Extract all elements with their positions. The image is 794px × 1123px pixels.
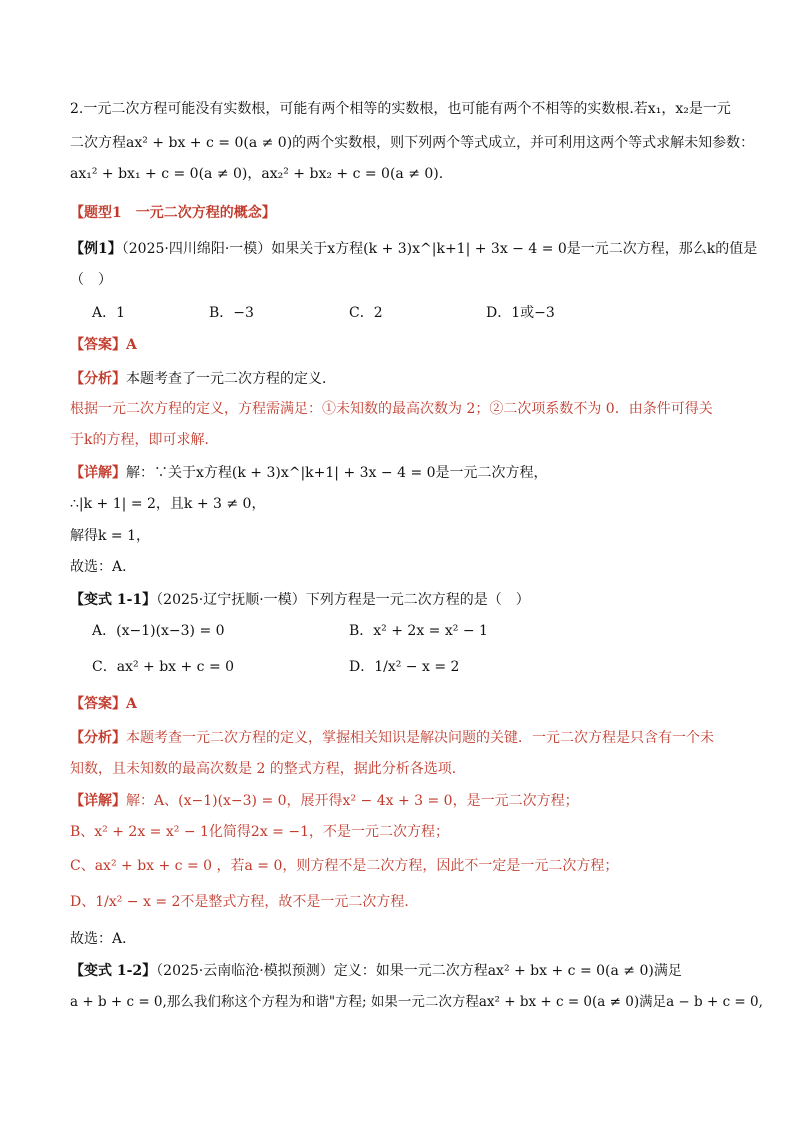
example1-detail-line-4: 故选：A．: [70, 559, 137, 575]
example1-option-c: C．2: [349, 305, 383, 321]
variant1-1-detail-line-2: B、x² + 2x = x² − 1化简得2x = −1，不是一元二次方程；: [70, 824, 449, 840]
variant1-1-option-b: B．x² + 2x = x² − 1: [349, 623, 488, 639]
example1-detail-line-2: ∴|k + 1| = 2，且k + 3 ≠ 0，: [70, 496, 266, 512]
variant1-1-answer: [70, 695, 137, 713]
variant1-1-analysis: [70, 729, 714, 747]
variant1-2-stem: [70, 962, 682, 980]
example1-detail: [70, 464, 548, 482]
example1-analysis-line-3: 于k的方程，即可求解．: [70, 432, 219, 448]
variant1-1-label: 【变式 1-1】: [70, 592, 157, 608]
example1-answer-value: A: [126, 337, 137, 353]
variant1-1-option-a: A．(x−1)(x−3) = 0: [92, 623, 225, 639]
variant1-1-detail-label: 【详解】: [70, 793, 126, 809]
example1-detail-line-3: 解得k = 1，: [70, 528, 151, 544]
variant1-2-stem-line-2: a + b + c = 0,那么我们称这个方程为和谐"方程; 如果一元二次方程ax² + bx + c = 0(a ≠ 0)满足a − b + c = 0,: [70, 994, 763, 1010]
variant1-2-label: 【变式 1-2】: [70, 963, 157, 979]
example1-stem-line-2: （ ）: [70, 272, 112, 288]
variant1-1-answer-label: 【答案】: [70, 696, 126, 712]
topic-heading: 【题型1 一元二次方程的概念】: [70, 205, 276, 221]
example1-analysis-text: 本题考查了一元二次方程的定义．: [126, 371, 336, 387]
variant1-1-detail-line-4: D、1/x² − x = 2不是整式方程，故不是一元二次方程．: [70, 894, 419, 910]
variant1-1-detail-text: 解：A、(x−1)(x−3) = 0，展开得x² − 4x + 3 = 0，是一元二次方程；: [126, 793, 579, 809]
variant1-1-option-d: D．1/x² − x = 2: [349, 659, 460, 675]
variant1-1-option-c: C．ax² + bx + c = 0: [92, 659, 235, 675]
example1-option-b: B．−3: [209, 305, 254, 321]
variant1-1-analysis-line-2: 知数，且未知数的最高次数是 2 的整式方程，据此分析各选项．: [70, 761, 466, 777]
example1-detail-text: 解：∵关于x方程(k + 3)x^|k+1| + 3x − 4 = 0是一元二次方程，: [126, 465, 548, 481]
example1-answer-label: 【答案】: [70, 337, 126, 353]
intro-line-2: 二次方程ax² + bx + c = 0(a ≠ 0)的两个实数根，则下列两个等式成立，并可利用这两个等式求解未知参数：: [70, 135, 755, 151]
example1-option-d: D．1或−3: [486, 305, 555, 321]
example1-analysis-label: 【分析】: [70, 371, 126, 387]
intro-line-1: 2.一元二次方程可能没有实数根，可能有两个相等的实数根，也可能有两个不相等的实数根.若x₁，x₂是一元: [70, 101, 731, 117]
variant1-2-stem-text: （2025·云南临沧·模拟预测）定义：如果一元二次方程ax² + bx + c = 0(a ≠ 0)满足: [156, 963, 682, 979]
variant1-1-stem-text: （2025·辽宁抚顺·一模）下列方程是一元二次方程的是（ ）: [156, 592, 530, 608]
variant1-1-answer-value: A: [126, 696, 137, 712]
example1-label: 【例1】: [70, 241, 122, 257]
variant1-1-stem: [70, 591, 530, 609]
example1-answer: [70, 336, 137, 354]
variant1-1-detail: [70, 792, 579, 810]
variant1-1-analysis-text: 本题考查一元二次方程的定义，掌握相关知识是解决问题的关键．一元二次方程是只含有一个未: [126, 730, 714, 746]
example1-analysis-line-2: 根据一元二次方程的定义，方程需满足：①未知数的最高次数为 2；②二次项系数不为 0．由条件可得关: [70, 401, 713, 417]
intro-line-3: ax₁² + bx₁ + c = 0(a ≠ 0)，ax₂² + bx₂ + c = 0(a ≠ 0).: [70, 166, 444, 182]
example1-option-a: A．1: [92, 305, 126, 321]
example1-stem-text: （2025·四川绵阳·一模）如果关于x方程(k + 3)x^|k+1| + 3x − 4 = 0是一元二次方程，那么k的值是: [121, 241, 758, 257]
variant1-1-analysis-label: 【分析】: [70, 730, 126, 746]
variant1-1-detail-line-3: C、ax² + bx + c = 0 ，若a = 0，则方程不是二次方程，因此不一定是一元二次方程；: [70, 858, 619, 874]
example1-analysis: [70, 370, 336, 388]
variant1-1-detail-line-5: 故选：A．: [70, 931, 137, 947]
example1-stem: [70, 240, 757, 258]
example1-detail-label: 【详解】: [70, 465, 126, 481]
